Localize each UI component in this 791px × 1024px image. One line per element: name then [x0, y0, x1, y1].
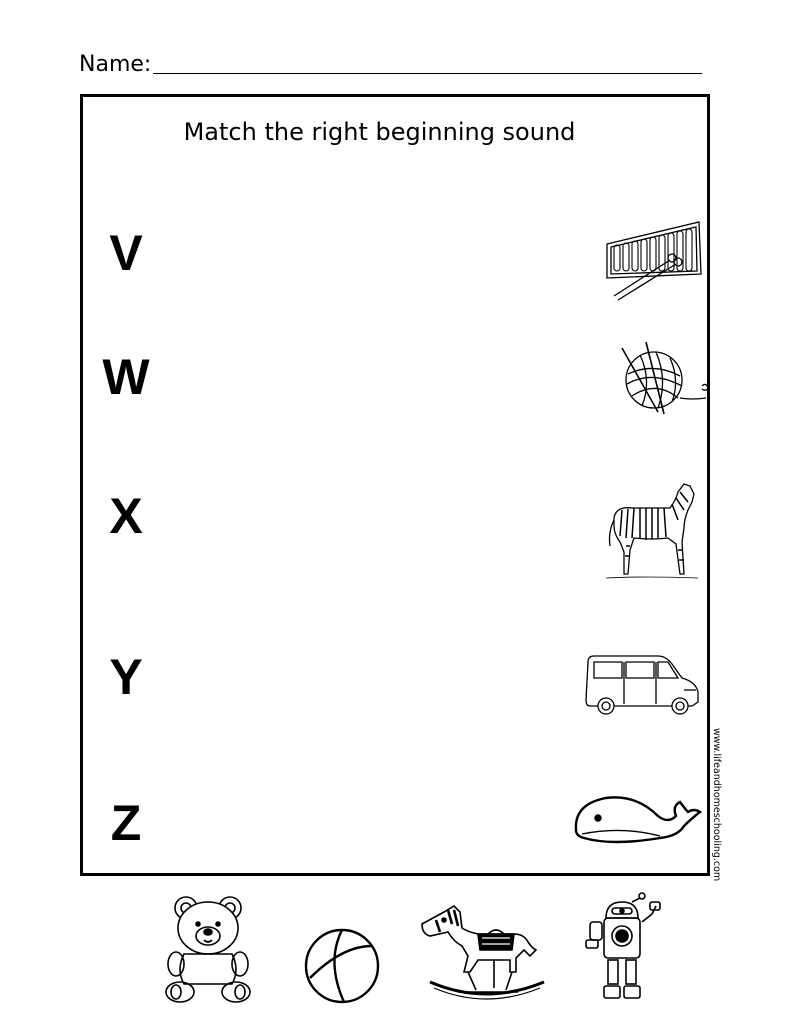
- robot-icon[interactable]: [582, 892, 672, 1004]
- name-label: Name:: [79, 52, 152, 77]
- van-icon[interactable]: [584, 652, 702, 716]
- letter-w[interactable]: W: [102, 349, 150, 405]
- worksheet-title-text: Match the right beginning sound: [183, 118, 576, 146]
- xylophone-icon[interactable]: [604, 218, 704, 302]
- name-row: [79, 52, 702, 78]
- name-blank-line[interactable]: [153, 73, 702, 74]
- zebra-icon[interactable]: [604, 480, 700, 580]
- ball-icon[interactable]: [302, 926, 382, 1006]
- website-url: www.lifeandhomeschooling.com: [711, 728, 722, 882]
- rocking-horse-icon[interactable]: [418, 902, 548, 1006]
- teddy-bear-icon[interactable]: [162, 892, 254, 1004]
- letter-x[interactable]: X: [109, 488, 143, 544]
- yarn-ball-icon[interactable]: [612, 340, 712, 420]
- letter-v[interactable]: V: [109, 225, 143, 281]
- worksheet-title: [0, 118, 791, 146]
- letter-y[interactable]: Y: [109, 649, 143, 705]
- letter-z[interactable]: Z: [110, 795, 142, 851]
- whale-icon[interactable]: [572, 786, 702, 850]
